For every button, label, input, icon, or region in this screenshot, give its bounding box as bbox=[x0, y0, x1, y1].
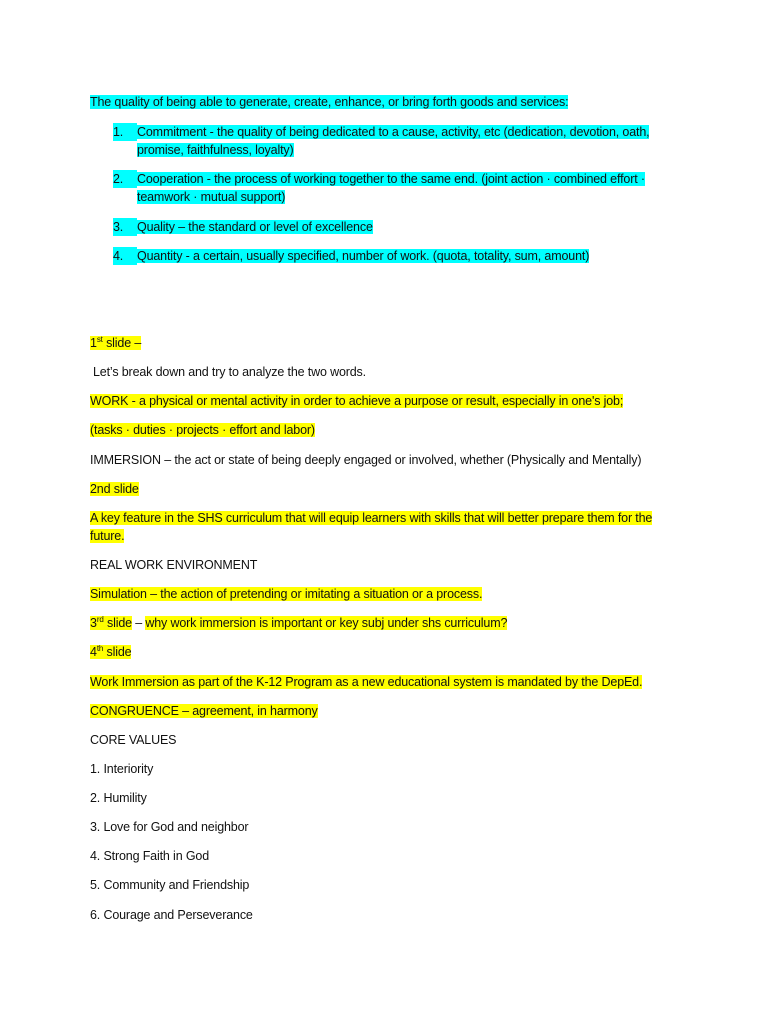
simulation-definition bbox=[90, 585, 482, 603]
quality-item-4 bbox=[113, 247, 683, 265]
quality-item-2 bbox=[113, 170, 683, 206]
quality-item-3 bbox=[113, 218, 683, 236]
intro-definition-text: The quality of being able to generate, create, enhance, or bring forth goods and services: bbox=[90, 95, 569, 109]
slide-3-heading bbox=[90, 614, 507, 632]
core-value-item: 2. Humility bbox=[90, 791, 147, 805]
work-definition bbox=[90, 392, 623, 410]
core-value-item: 4. Strong Faith in God bbox=[90, 849, 209, 863]
quality-item-number: 3. bbox=[113, 218, 137, 236]
work-definition-text: WORK - a physical or mental activity in order to achieve a purpose or result, especially in one's job; bbox=[90, 394, 624, 408]
slide-4-label: slide bbox=[103, 645, 132, 659]
slide-3-question: why work immersion is important or key subj under shs curriculum? bbox=[145, 616, 508, 630]
slide-3-label: slide bbox=[103, 616, 132, 630]
quality-item-text: Quantity - a certain, usually specified, number of work. (quota, totality, sum, amount) bbox=[137, 249, 590, 263]
core-value-item: 6. Courage and Perseverance bbox=[90, 908, 253, 922]
slide-2-label: 2nd slide bbox=[90, 482, 139, 496]
core-value-item: 3. Love for God and neighbor bbox=[90, 820, 249, 834]
core-value-item: 1. Interiority bbox=[90, 762, 154, 776]
simulation-definition-text: Simulation – the action of pretending or imitating a situation or a process. bbox=[90, 587, 483, 601]
slide-4-heading bbox=[90, 643, 131, 661]
quality-item-number: 1. bbox=[113, 123, 137, 141]
intro-definition bbox=[90, 93, 568, 111]
work-synonyms bbox=[90, 421, 315, 439]
slide-1-label: slide – bbox=[102, 336, 142, 350]
deped-mandate bbox=[90, 673, 642, 691]
shs-feature-text: A key feature in the SHS curriculum that will equip learners with skills that will better prepare them for the future. bbox=[90, 511, 653, 543]
quality-item-number: 2. bbox=[113, 170, 137, 188]
slide-1-number: 1 bbox=[90, 336, 97, 350]
core-value-item: 5. Community and Friendship bbox=[90, 878, 250, 892]
slide-1-ordinal: st bbox=[96, 334, 103, 344]
deped-mandate-text: Work Immersion as part of the K-12 Program as a new educational system is mandated by the DepEd. bbox=[90, 675, 643, 689]
quality-item-text: Cooperation - the process of working together to the same end. (joint action · combined effort · teamwork · mutual support) bbox=[137, 172, 645, 204]
congruence-definition-text: CONGRUENCE – agreement, in harmony bbox=[90, 704, 318, 718]
congruence-definition bbox=[90, 702, 318, 720]
slide-4-number: 4 bbox=[90, 645, 97, 659]
work-synonyms-text: (tasks · duties · projects · effort and labor) bbox=[90, 423, 315, 437]
quality-item-number: 4. bbox=[113, 247, 137, 265]
quality-item-1 bbox=[113, 123, 683, 159]
slide-1-intro: Let’s break down and try to analyze the two words. bbox=[93, 365, 366, 379]
slide-1-heading bbox=[90, 334, 141, 352]
slide-2-heading bbox=[90, 480, 139, 498]
quality-item-text: Commitment - the quality of being dedicated to a cause, activity, etc (dedication, devotion, oath, promise, faithfulness, loyalty) bbox=[137, 125, 650, 157]
slide-3-ordinal: rd bbox=[96, 614, 104, 624]
slide-3-number: 3 bbox=[90, 616, 97, 630]
immersion-definition: IMMERSION – the act or state of being deeply engaged or involved, whether (Physically and Mentally) bbox=[90, 453, 642, 467]
shs-feature bbox=[90, 509, 680, 545]
real-work-environment: REAL WORK ENVIRONMENT bbox=[90, 558, 258, 572]
slide-4-ordinal: th bbox=[96, 643, 104, 653]
quality-item-text: Quality – the standard or level of excellence bbox=[137, 220, 373, 234]
slide-3-separator: – bbox=[131, 616, 146, 630]
core-values-heading: CORE VALUES bbox=[90, 733, 177, 747]
